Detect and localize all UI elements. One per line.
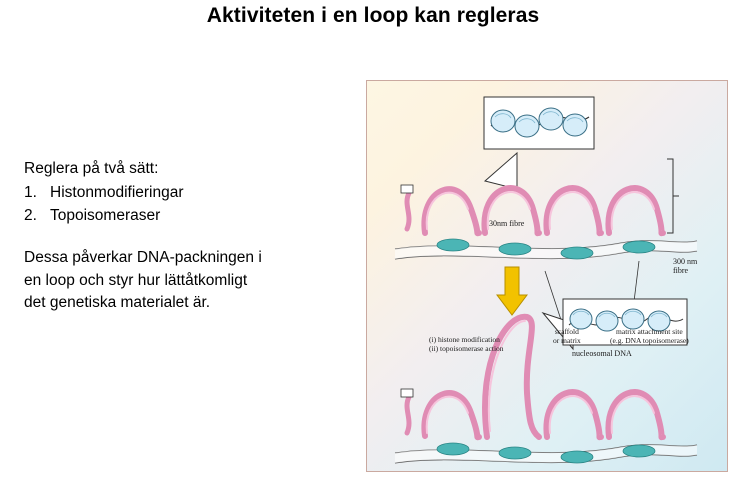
label-scaffold [553, 328, 581, 345]
body-paragraph [24, 247, 334, 314]
chromatin-loop-figure [366, 80, 728, 472]
body-text-block [24, 158, 334, 315]
label-300nm-line-2: fibre [673, 266, 689, 276]
callout-leader-top [485, 153, 517, 189]
label-action-line-2: (ii) topoisomerase action [429, 343, 504, 353]
label-actions [429, 336, 504, 353]
inset-30nm-fibre [484, 97, 594, 149]
label-action-line-1: (i) histone modification [429, 335, 500, 344]
dna-free-end-bottom [401, 389, 413, 433]
label-300nm-fibre [673, 257, 697, 275]
label-nucleosomal-dna: nucleosomal DNA [572, 349, 632, 358]
bracket-300nm [667, 159, 679, 233]
list-item [24, 205, 334, 227]
dna-free-end-top [401, 185, 413, 229]
transition-arrow [497, 267, 527, 315]
lead-text: Reglera på två sätt: [24, 160, 159, 177]
numbered-list [24, 182, 334, 227]
list-item [24, 182, 334, 204]
list-item-label: Topoisomeraser [50, 206, 161, 224]
label-300nm-line-1: 300 nm [673, 257, 698, 266]
label-30nm-fibre: 30nm fibre [489, 219, 525, 228]
dna-loops-top-highlight [427, 192, 654, 229]
body-paragraph-line-3: det genetiska materialet är. [24, 294, 211, 312]
list-item-number: 2. [24, 206, 37, 224]
label-matrix-attachment [610, 328, 689, 345]
figure-illustration [367, 81, 727, 471]
list-item-number: 1. [24, 184, 37, 202]
page-title: Aktiviteten i en loop kan regleras [206, 4, 540, 27]
label-matrix-line-1: matrix attachment site [616, 327, 683, 336]
label-matrix-line-2: (e.g. DNA topoisomerase) [610, 335, 689, 345]
label-scaffold-line-2: or matrix [553, 335, 581, 345]
body-paragraph-line-2: en loop och styr hur lättåtkomligt [24, 271, 248, 289]
body-paragraph-line-1: Dessa påverkar DNA-packningen i [24, 249, 262, 267]
dna-loops-top [424, 188, 663, 233]
list-item-label: Histonmodifieringar [50, 184, 184, 202]
label-scaffold-line-1: scaffold [554, 327, 579, 336]
